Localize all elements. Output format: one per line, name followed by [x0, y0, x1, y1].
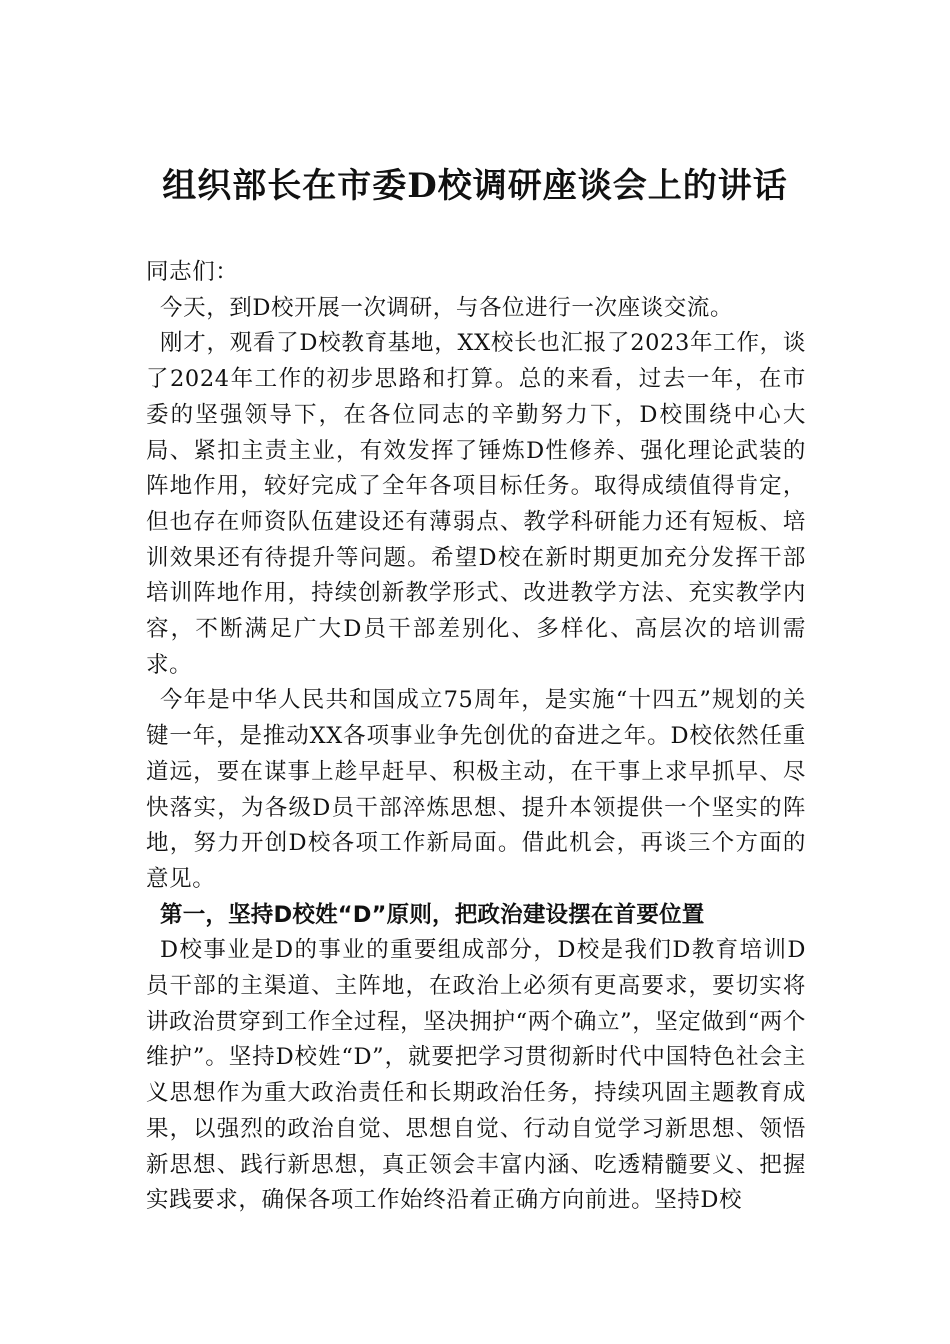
paragraph-3: 今年是中华人民共和国成立75周年，是实施“十四五”规划的关键一年，是推动XX各项事业争先创优的奋进之年。D校依然任重道远，要在谋事上趁早赶早、积极主动，在干事上求早抓早、尽快落实，为各级D员干部淬炼思想、提升本领提供一个坚实的阵地，努力开创D校各项工作新局面。借此机会，再谈三个方面的意见。 [146, 687, 806, 892]
document-body [146, 255, 806, 1219]
section-paragraph: D校事业是D的事业的重要组成部分，D校是我们D教育培训D员干部的主渠道、主阵地，在政治上必须有更高要求，要切实将讲政治贯穿到工作全过程，坚决拥护“两个确立”，坚定做到“两个维护”。坚持D校姓“D”，就要把学习贯彻新时代中国特色社会主义思想作为重大政治责任和长期政治任务，持续巩固主题教育成果，以强烈的政治自觉、思想自觉、行动自觉学习新思想、领悟新思想、践行新思想，真正领会丰富内涵、吃透精髓要义、把握实践要求，确保各项工作始终沿着正确方向前进。坚持D校 [146, 937, 807, 1214]
section-heading: 第一，坚持D校姓“D”原则，把政治建设摆在首要位置 [160, 901, 705, 928]
salutation: 同志们： [146, 259, 239, 285]
paragraph-1: 今天，到D校开展一次调研，与各位进行一次座谈交流。 [160, 294, 734, 321]
document-title: 组织部长在市委D校调研座谈会上的讲话 [162, 166, 788, 206]
paragraph-2: 刚才，观看了D校教育基地，XX校长也汇报了2023年工作，谈了2024年工作的初步思路和打算。总的来看，过去一年，在市委的坚强领导下，在各位同志的辛勤努力下，D校围绕中心大局、紧扣主责主业，有效发挥了锤炼D性修养、强化理论武装的阵地作用，较好完成了全年各项目标任务。取得成绩值得肯定，但也存在师资队伍建设还有薄弱点、教学科研能力还有短板、培训效果还有待提升等问题。希望D校在新时期更加充分发挥干部培训阵地作用，持续创新教学形式、改进教学方法、充实教学内容，不断满足广大D员干部差别化、多样化、高层次的培训需求。 [146, 330, 806, 678]
